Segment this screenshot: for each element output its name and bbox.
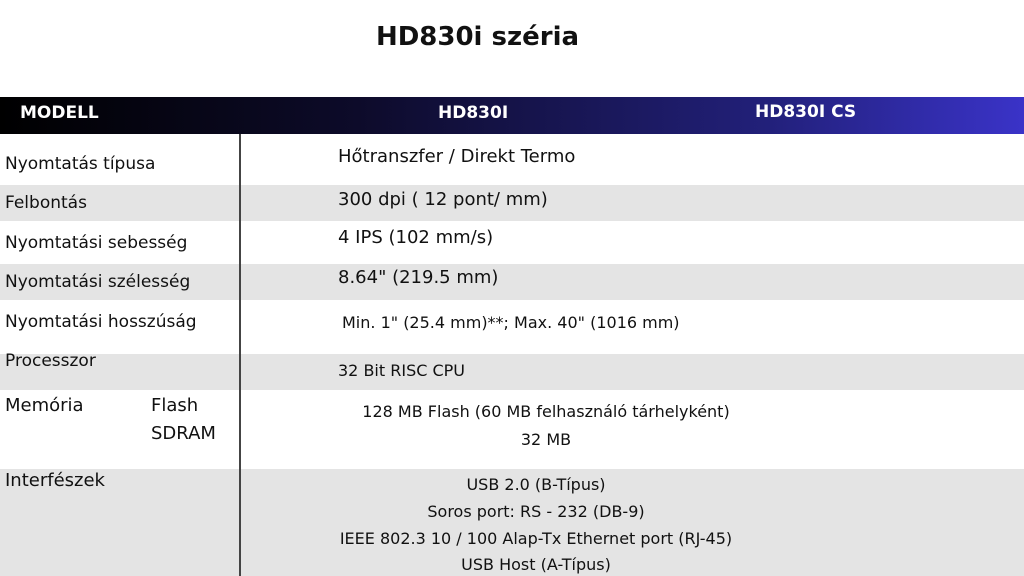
table-row-interfaces: [0, 469, 1024, 576]
table-row: [0, 221, 1024, 264]
row-value: 4 IPS (102 mm/s): [338, 227, 494, 248]
row-value: Min. 1" (25.4 mm)**; Max. 40" (1016 mm): [342, 313, 680, 332]
interface-line: USB Host (A-Típus): [461, 555, 611, 574]
header-model-hd830i-cs: HD830I CS: [755, 102, 857, 122]
row-label: Nyomtatási hosszúság: [5, 312, 197, 332]
interface-line: IEEE 802.3 10 / 100 Alap-Tx Ethernet port (RJ-45): [339, 529, 733, 548]
header-model-label: MODELL: [20, 103, 99, 123]
table-row: [0, 134, 1024, 185]
memory-flash-value: 128 MB Flash (60 MB felhasználó tárhelyként): [362, 402, 730, 421]
table-row: [0, 185, 1024, 221]
row-label: Nyomtatási szélesség: [5, 272, 191, 292]
table-header: [0, 97, 1024, 134]
row-value: 8.64" (219.5 mm): [338, 267, 499, 288]
memory-sdram-label: SDRAM: [151, 423, 216, 444]
row-label: Nyomtatási sebesség: [5, 233, 188, 253]
table-row: [0, 351, 1024, 390]
memory-sdram-value: 32 MB: [520, 430, 572, 449]
row-label: Processzor: [5, 351, 96, 371]
memory-flash-label: Flash: [151, 395, 199, 416]
column-divider: [239, 134, 241, 576]
row-label: Felbontás: [5, 193, 87, 213]
header-model-hd830i: HD830I: [438, 103, 509, 123]
interface-line: USB 2.0 (B-Típus): [466, 475, 606, 494]
row-value: 32 Bit RISC CPU: [338, 361, 466, 380]
table-row: [0, 300, 1024, 354]
row-label: Memória: [5, 395, 84, 416]
row-value: Hőtranszfer / Direkt Termo: [338, 146, 576, 167]
table-row-memory: [0, 390, 1024, 469]
interface-line: Soros port: RS - 232 (DB-9): [427, 502, 645, 521]
page-title: HD830i széria: [375, 22, 580, 52]
table-row: [0, 264, 1024, 300]
row-value: 300 dpi ( 12 pont/ mm): [338, 189, 548, 210]
row-label: Nyomtatás típusa: [5, 154, 156, 174]
row-label: Interfészek: [5, 470, 105, 491]
